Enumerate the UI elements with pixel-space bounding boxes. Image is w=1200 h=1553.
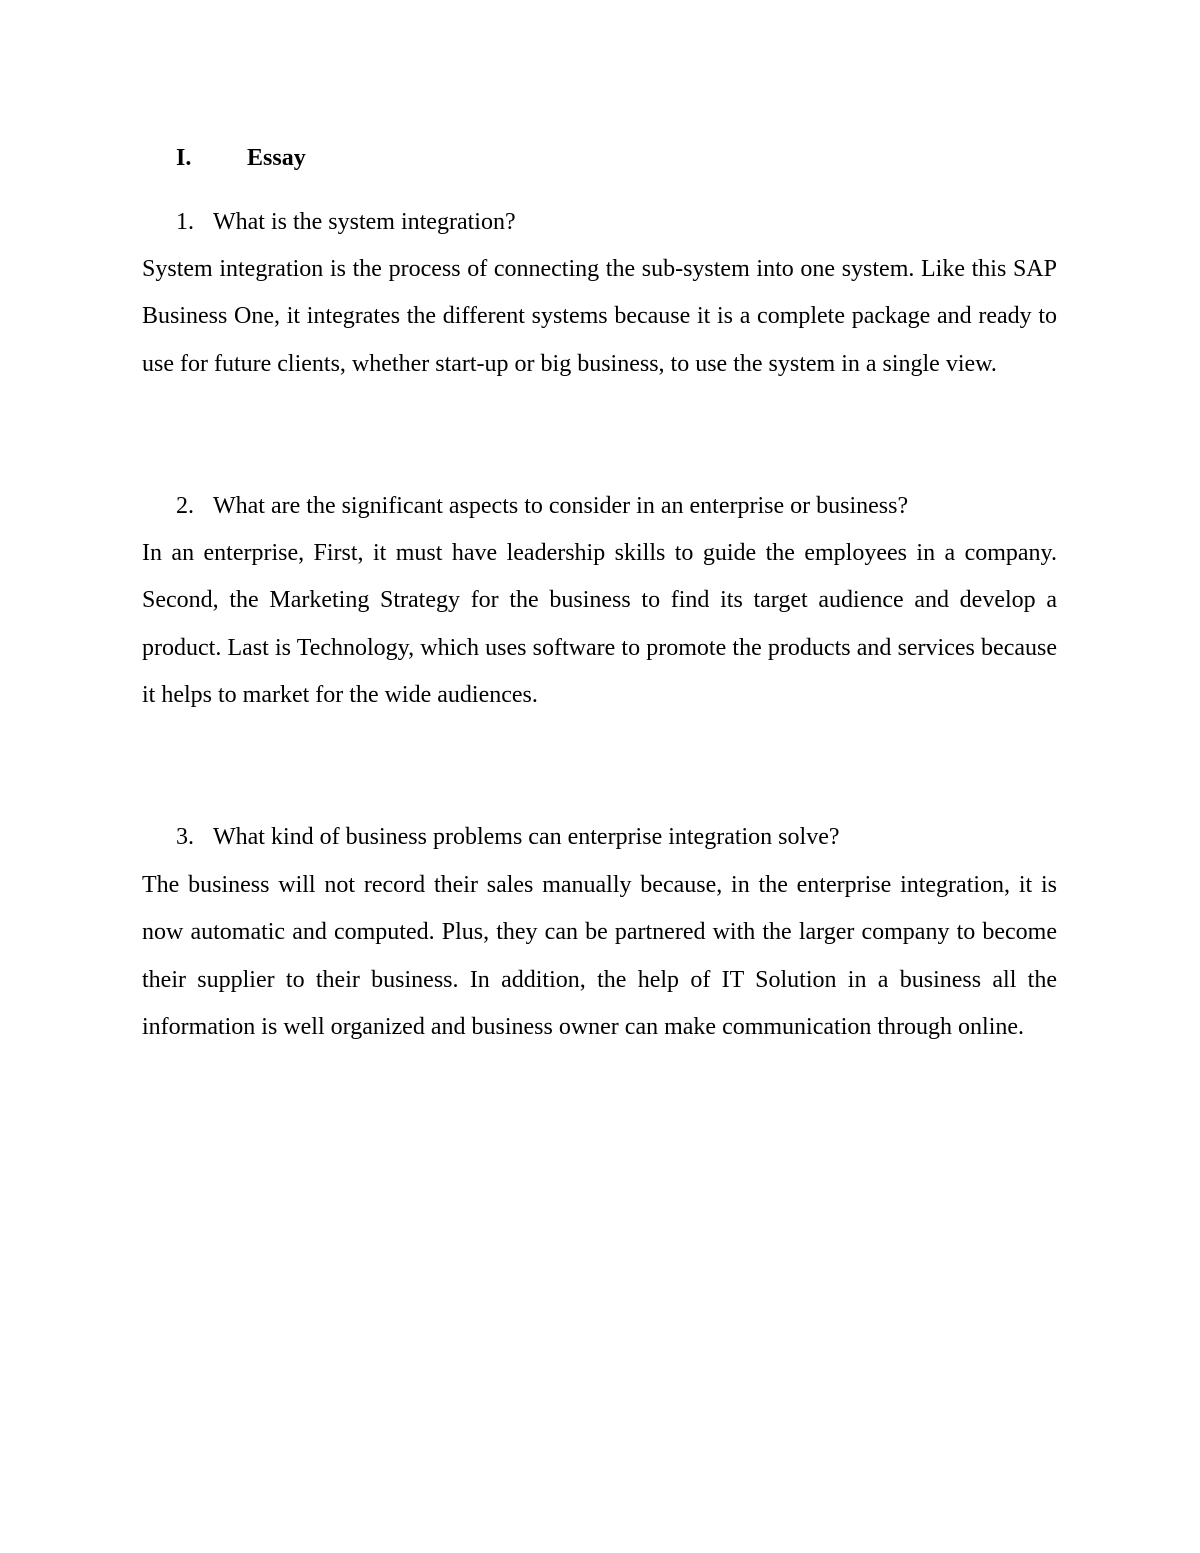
question-1: [176, 205, 516, 239]
answer-3: The business will not record their sales manually because, in the enterprise integration, it is now automatic and computed. Plus, they can be partnered with the larger company to become their supplier to their business. In addition, the help of IT Solution in a business all the information is well organized and business owner can make communication through online.: [142, 872, 1057, 1040]
section-heading: [176, 141, 306, 175]
section-number: I.: [176, 145, 192, 171]
question-text: What is the system integration?: [213, 209, 516, 235]
question-text: What are the significant aspects to consider in an enterprise or business?: [213, 493, 909, 519]
answer-1: System integration is the process of connecting the sub-system into one system. Like this SAP Business One, it integrates the different systems because it is a complete package and ready to use for future clients, whether start-up or big business, to use the system in a single view.: [142, 256, 1057, 377]
question-3: [176, 820, 840, 854]
question-text: What kind of business problems can enterprise integration solve?: [213, 824, 840, 850]
question-number: 2.: [176, 493, 194, 519]
question-number: 3.: [176, 824, 194, 850]
question-2: [176, 489, 908, 523]
question-number: 1.: [176, 209, 194, 235]
answer-2: In an enterprise, First, it must have leadership skills to guide the employees in a company. Second, the Marketing Strategy for the business to find its target audience and develop a product. Last is Technology, which uses software to promote the products and services because it helps to market for the wide audiences.: [142, 540, 1057, 708]
section-title: Essay: [247, 145, 306, 171]
